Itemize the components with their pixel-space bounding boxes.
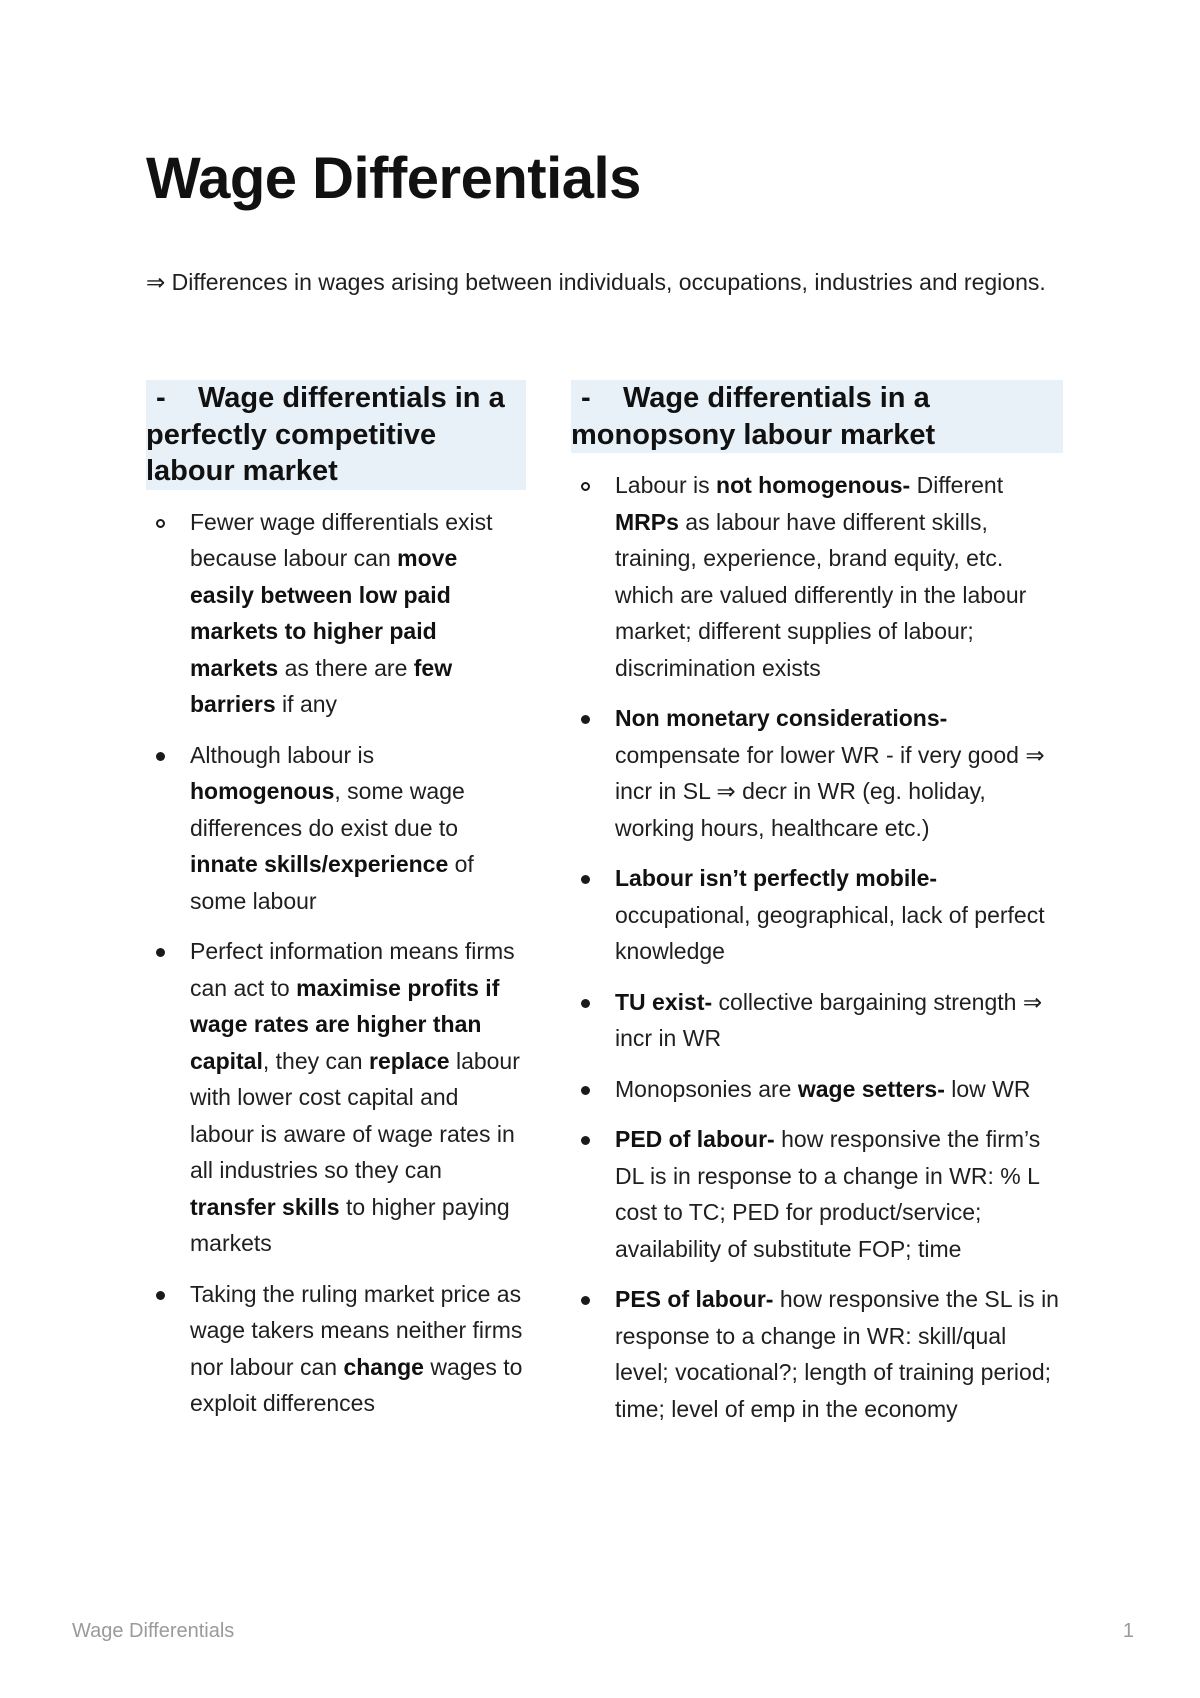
list-item xyxy=(571,984,1063,1057)
page-title: Wage Differentials xyxy=(146,146,641,211)
hollow-circle-bullet-icon xyxy=(156,519,165,528)
filled-circle-bullet-icon xyxy=(581,1086,590,1095)
bold-text: maximise profits if wage rates are higher than capital xyxy=(190,974,500,1074)
bullet-list xyxy=(146,504,526,1422)
column-perfectly-competitive xyxy=(146,380,526,1436)
text-segment: , they can xyxy=(262,1047,369,1074)
text-segment: Monopsonies are xyxy=(615,1075,798,1102)
bullet-list xyxy=(571,467,1063,1427)
bold-text: Non monetary considerations- xyxy=(615,705,948,731)
bold-text: Labour isn’t perfectly mobile- xyxy=(615,865,938,891)
text-segment: to higher paying markets xyxy=(190,1193,510,1256)
bold-text: TU exist- xyxy=(615,988,713,1015)
text-segment: Labour is xyxy=(615,472,717,498)
text-segment: if any xyxy=(275,691,338,717)
footer-page-number: 1 xyxy=(1122,1620,1134,1642)
bold-text: not homogenous- xyxy=(716,472,911,498)
filled-circle-bullet-icon xyxy=(156,1291,165,1300)
bold-text: few barriers xyxy=(190,654,453,717)
text-segment: , some wage differences do exist due to xyxy=(190,778,465,841)
text-segment: as there are xyxy=(278,654,414,681)
dash-marker: - xyxy=(156,382,166,414)
bold-text: PED of labour- xyxy=(615,1126,775,1152)
text-segment: Different xyxy=(910,472,1004,498)
filled-circle-bullet-icon xyxy=(581,715,590,724)
column-heading xyxy=(146,380,526,490)
list-item xyxy=(146,737,526,920)
intro-text: Differences in wages arising between individuals, occupations, industries and regions. xyxy=(165,269,1046,295)
text-segment: Taking the ruling market price as wage takers means neither firms nor labour can xyxy=(190,1280,523,1380)
text-segment: Perfect information means firms can act to xyxy=(190,938,515,1001)
text-segment: wages to exploit differences xyxy=(190,1353,523,1416)
filled-circle-bullet-icon xyxy=(156,948,165,957)
list-item xyxy=(571,860,1063,970)
text-segment: Although labour is xyxy=(190,741,375,768)
bold-text: PES of labour- xyxy=(615,1286,774,1312)
filled-circle-bullet-icon xyxy=(581,1136,590,1145)
list-item xyxy=(146,1276,526,1422)
list-item xyxy=(571,1121,1063,1267)
bold-text: transfer skills xyxy=(190,1193,340,1220)
bold-text: innate skills/experience xyxy=(190,851,449,877)
filled-circle-bullet-icon xyxy=(156,752,165,761)
text-segment: how responsive the firm’s DL is in response to a change in WR: % L cost to TC; PED for product/service; availability of substitute FOP; time xyxy=(615,1126,1041,1262)
bold-text: wage setters- xyxy=(797,1075,945,1102)
filled-circle-bullet-icon xyxy=(581,875,590,884)
column-heading-text: Wage differentials in a perfectly competitive labour market xyxy=(146,382,505,487)
arrow-icon: ⇒ xyxy=(146,269,166,295)
text-segment: of some labour xyxy=(190,851,474,914)
text-segment: collective bargaining strength ⇒ incr in WR xyxy=(615,988,1043,1051)
list-item xyxy=(571,1071,1063,1108)
list-item xyxy=(571,700,1063,846)
bold-text: MRPs xyxy=(615,508,679,535)
filled-circle-bullet-icon xyxy=(581,999,590,1008)
list-item xyxy=(571,1281,1063,1427)
column-heading-text: Wage differentials in a monopsony labour market xyxy=(571,382,936,451)
text-segment: as labour have different skills, training, experience, brand equity, etc. which are valued differently in the labour market; different supplies of labour; discrimination exists xyxy=(615,508,1027,681)
text-segment: occupational, geographical, lack of perfect knowledge xyxy=(615,901,1045,964)
text-segment: how responsive the SL is in response to a change in WR: skill/qual level; vocational?; length of training period; time; level of emp in the economy xyxy=(615,1286,1059,1422)
text-segment: low WR xyxy=(944,1075,1031,1102)
list-item xyxy=(146,504,526,723)
column-monopsony xyxy=(571,380,1063,1441)
bold-text: move easily between low paid markets to higher paid markets xyxy=(190,545,458,681)
footer-title: Wage Differentials xyxy=(72,1620,235,1642)
bold-text: homogenous xyxy=(190,778,335,804)
text-segment: Fewer wage differentials exist because labour can xyxy=(190,508,493,571)
text-segment: compensate for lower WR - if very good ⇒ incr in SL ⇒ decr in WR (eg. holiday, working hours, healthcare etc.) xyxy=(615,741,1045,841)
bold-text: replace xyxy=(369,1047,450,1074)
dash-marker: - xyxy=(581,382,591,414)
hollow-circle-bullet-icon xyxy=(581,482,590,491)
text-segment: labour with lower cost capital and labour is aware of wage rates in all industries so they can xyxy=(190,1047,520,1183)
intro-definition xyxy=(146,264,1066,301)
bold-text: change xyxy=(343,1353,424,1380)
list-item xyxy=(146,933,526,1262)
filled-circle-bullet-icon xyxy=(581,1296,590,1305)
column-heading xyxy=(571,380,1063,453)
list-item xyxy=(571,467,1063,686)
